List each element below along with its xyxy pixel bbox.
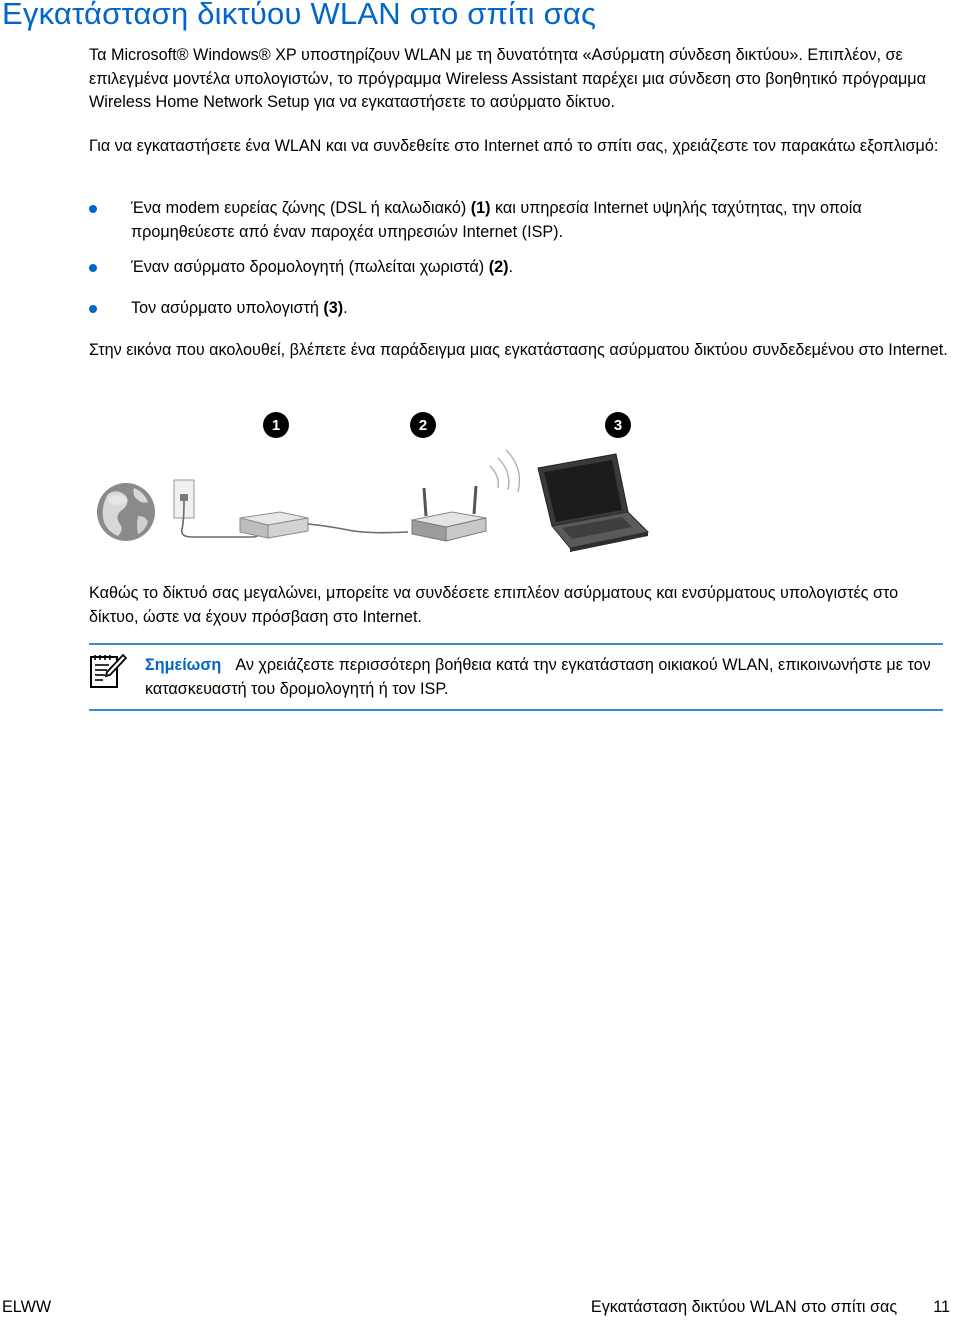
page-title: Εγκατάσταση δικτύου WLAN στο σπίτι σας: [2, 0, 597, 31]
svg-text:2: 2: [418, 417, 428, 434]
modem-icon: [240, 512, 408, 538]
network-diagram: [90, 408, 650, 558]
note-body: Αν χρειάζεστε περισσότερη βοήθεια κατά την εγκατάσταση οικιακού WLAN, επικοινωνήστε με τον κατασκευαστή του δρομολογητή ή τον ISP.: [145, 656, 931, 698]
note-label: Σημείωση: [145, 656, 222, 674]
note-box: [89, 643, 943, 711]
footer-page-number: 11: [933, 1298, 950, 1316]
globe-icon: [97, 483, 155, 541]
footer-running-title: [591, 1298, 950, 1317]
laptop-icon: [538, 454, 648, 552]
note-pencil-icon: [89, 651, 127, 689]
expansion-paragraph: Καθώς το δίκτυό σας μεγαλώνει, μπορείτε να συνδέσετε επιπλέον ασύρματους και ενσύρματους υπολογιστές στο δίκτυο, ώστε να έχουν πρόσβαση στο Internet.: [89, 584, 899, 626]
intro-paragraph: Τα Microsoft® Windows® XP υποστηρίζουν WLAN με τη δυνατότητα «Ασύρματη σύνδεση δικτύου». Επιπλέον, σε επιλεγμένα μοντέλα υπολογιστών, το πρόγραμμα Wireless Assistant παρέχει μια σύνδεση στο βοηθητικό πρόγραμμα Wireless Home Network Setup για να εγκαταστήσετε το ασύρματο δίκτυο.: [89, 46, 926, 111]
router-icon: [412, 450, 520, 541]
note-text: [145, 654, 935, 701]
bullet-icon: [89, 305, 97, 313]
callout-3: [605, 412, 631, 438]
footer-doc-id: ELWW: [2, 1298, 52, 1316]
callout-1: [263, 412, 289, 438]
figure-intro-paragraph: Στην εικόνα που ακολουθεί, βλέπετε ένα παράδειγμα μιας εγκατάστασης ασύρματου δικτύου συνδεδεμένου στο Internet.: [89, 341, 948, 359]
list-item: Ένα modem ευρείας ζώνης (DSL ή καλωδιακό) (1) και υπηρεσία Internet υψηλής ταχύτητας, την οποία προμηθεύεστε από έναν παροχέα υπηρεσιών Internet (ISP).: [89, 197, 949, 256]
equipment-list: [89, 197, 949, 321]
bullet-icon: [89, 264, 97, 272]
svg-text:1: 1: [271, 417, 281, 434]
list-item: Τον ασύρματο υπολογιστή (3).: [89, 297, 949, 321]
svg-text:3: 3: [613, 417, 623, 434]
bullet-icon: [89, 205, 97, 213]
list-item: Έναν ασύρματο δρομολογητή (πωλείται χωριστά) (2).: [89, 256, 949, 297]
footer-section: Εγκατάσταση δικτύου WLAN στο σπίτι σας: [590, 1298, 898, 1316]
equipment-paragraph: Για να εγκαταστήσετε ένα WLAN και να συνδεθείτε στο Internet από το σπίτι σας, χρειάζεστε τον παρακάτω εξοπλισμό:: [89, 137, 939, 155]
callout-2: [410, 412, 436, 438]
